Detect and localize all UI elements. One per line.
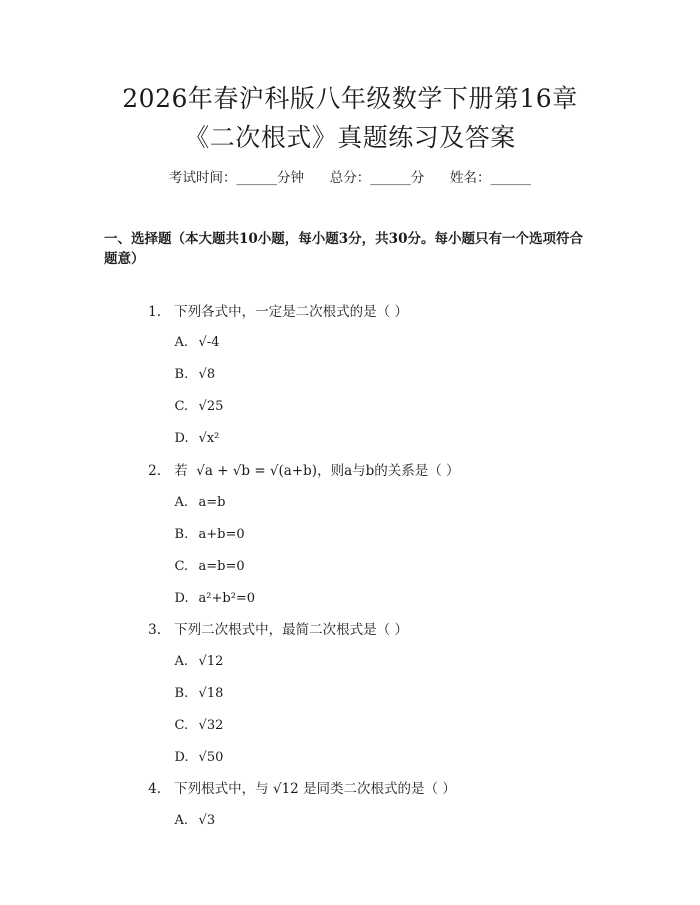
option-letter: C. bbox=[174, 559, 189, 574]
option-text: √-4 bbox=[198, 335, 220, 350]
option-letter: D. bbox=[174, 431, 189, 446]
page-title-line-2: 《二次根式》真题练习及答案 bbox=[184, 123, 516, 152]
question-4-option-a bbox=[158, 794, 215, 848]
question-text: 若 √a + √b = √(a+b)，则a与b的关系是（ ） bbox=[174, 463, 460, 479]
option-text: a=b=0 bbox=[198, 559, 245, 574]
exam-meta-line: 考试时间：______分钟 总分：______分 姓名：______ bbox=[169, 170, 531, 186]
section-heading: 一、选择题（本大题共10小题，每小题3分，共30分。每小题只有一个选项符合题意） bbox=[104, 231, 583, 267]
question-number: 4. bbox=[148, 781, 162, 797]
question-text: 下列根式中，与 √12 是同类二次根式的是（ ） bbox=[174, 781, 456, 797]
option-text: √25 bbox=[198, 399, 224, 414]
question-number: 3. bbox=[148, 622, 162, 638]
option-letter: D. bbox=[174, 750, 189, 765]
option-text: a=b bbox=[198, 495, 226, 510]
option-text: √18 bbox=[198, 686, 224, 701]
option-letter: A. bbox=[174, 813, 189, 828]
option-text: a+b=0 bbox=[198, 527, 245, 542]
question-text: 下列各式中，一定是二次根式的是（ ） bbox=[174, 304, 408, 320]
option-letter: B. bbox=[174, 686, 189, 701]
option-letter: A. bbox=[174, 654, 189, 669]
option-letter: C. bbox=[174, 718, 189, 733]
option-letter: C. bbox=[174, 399, 189, 414]
question-number: 1. bbox=[148, 304, 162, 320]
option-letter: B. bbox=[174, 527, 189, 542]
option-text: √3 bbox=[198, 813, 216, 828]
question-number: 2. bbox=[148, 463, 162, 479]
option-text: √32 bbox=[198, 718, 224, 733]
page-title-line-1: 2026年春沪科版八年级数学下册第16章 bbox=[122, 84, 578, 113]
question-text: 下列二次根式中，最简二次根式是（ ） bbox=[174, 622, 408, 638]
option-letter: A. bbox=[174, 335, 189, 350]
option-text: a²+b²=0 bbox=[198, 591, 256, 606]
option-letter: A. bbox=[174, 495, 189, 510]
option-letter: B. bbox=[174, 367, 189, 382]
option-text: √12 bbox=[198, 654, 224, 669]
option-text: √8 bbox=[198, 367, 216, 382]
option-text: √50 bbox=[198, 750, 224, 765]
option-letter: D. bbox=[174, 591, 189, 606]
option-text: √x² bbox=[198, 431, 220, 446]
